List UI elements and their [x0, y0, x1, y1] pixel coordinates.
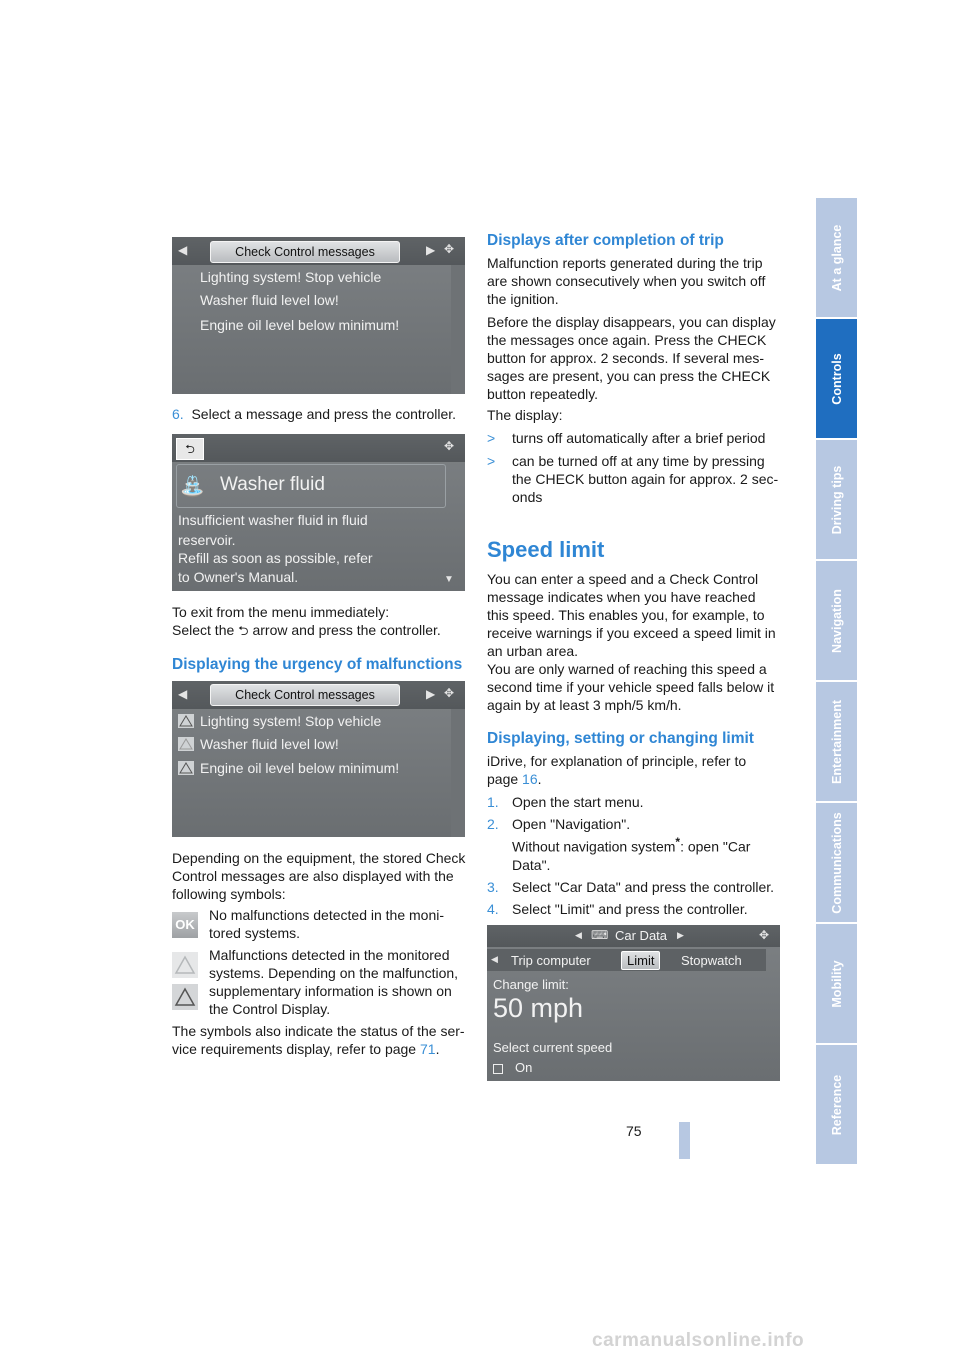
back-arrow-icon: ⮌ [176, 438, 204, 460]
speed-limit-heading: Speed limit [487, 537, 605, 562]
tab-limit[interactable]: Limit [621, 951, 660, 970]
after-trip-p3: The display: [487, 407, 563, 423]
tab-communications[interactable]: Communications [816, 803, 857, 922]
warning-triangle-light-icon [172, 952, 198, 978]
washer-fluid-screen: ⮌ ✥ ⛲ Washer fluid Insufficient washer fluid in fluid reservoir. Refill as soon as possible, refer to Owner's Manual. ▼ [172, 434, 465, 591]
tab-stopwatch[interactable]: Stopwatch [681, 953, 742, 968]
list-item: 4. Select "Limit" and press the controller. [487, 900, 748, 917]
washer-title: Washer fluid [220, 474, 325, 495]
asterisk-mark: * [675, 835, 681, 849]
controller-icon: ✥ [759, 928, 770, 942]
message-line: Washer fluid level low! [200, 292, 339, 308]
car-data-screen [487, 925, 780, 1081]
arrow-left-icon: ◀ [491, 954, 498, 964]
arrow-left-icon: ◀ [178, 687, 188, 701]
message-line: Washer fluid level low! [200, 736, 339, 752]
after-trip-p2: Before the display disappears, you can display the messages once again. Press the CHECK button for approx. 2 seconds. If several mes- sages are present, you can press the CHECK button repeatedly. [487, 314, 776, 402]
list-item: 3. Select "Car Data" and press the controller. [487, 878, 775, 895]
list-item: > turns off automatically after a brief period [487, 430, 766, 446]
speed-limit-p1: You can enter a speed and a Check Control message indicates when you have reached this speed. This enables you, for example, to receive warnings if you exceed a speed limit in an urban area. You are only warned of reaching this speed a second time if your vehicle speed falls below it again by at least 3 mph/5 km/h. [487, 571, 776, 713]
exit-instructions: To exit from the menu immediately: Select the ⮌ arrow and press the controller. [172, 604, 441, 638]
check-control-screen [172, 237, 465, 394]
urgency-outro: The symbols also indicate the status of the ser- vice requirements display, refer to page 71. [172, 1023, 465, 1057]
message-line: Engine oil level below minimum! [200, 760, 400, 776]
controller-icon: ✥ [444, 439, 455, 453]
arrow-right-icon: ▶ [426, 243, 436, 257]
arrow-left-icon: ◀ [575, 930, 582, 940]
message-line: Lighting system! Stop vehicle [200, 269, 382, 285]
screen-header: Check Control messages [210, 241, 400, 263]
car-data-icon: ⌨ [591, 928, 609, 942]
page-number-bar [679, 1122, 690, 1159]
warning-triangle-icon [178, 737, 194, 751]
symbol-ok-description: No malfunctions detected in the moni- tored systems. [209, 907, 445, 941]
message-line: Lighting system! Stop vehicle [200, 713, 382, 729]
setting-intro: iDrive, for explanation of principle, refer to page 16. [487, 753, 747, 787]
car-data-title: Car Data [615, 928, 668, 943]
tab-mobility[interactable]: Mobility [816, 924, 857, 1043]
scroll-down-icon: ▼ [444, 574, 454, 585]
page-number: 75 [626, 1123, 642, 1139]
footer-watermark: carmanualsonline.info [592, 1330, 805, 1351]
controller-icon: ✥ [444, 242, 455, 256]
page-link-16[interactable]: 16 [522, 771, 538, 787]
warning-triangle-dark-icon [172, 984, 198, 1010]
ok-symbol-icon: OK [172, 912, 198, 938]
arrow-right-icon: ▶ [677, 930, 684, 940]
arrow-left-icon: ◀ [178, 243, 188, 257]
warning-triangle-icon [178, 761, 194, 775]
screen-header: Check Control messages [210, 684, 400, 706]
warning-triangle-icon [178, 714, 194, 728]
washer-icon: ⛲ [180, 476, 205, 498]
after-trip-heading: Displays after completion of trip [487, 232, 724, 249]
tab-entertainment[interactable]: Entertainment [816, 682, 857, 801]
arrow-right-icon: ▶ [426, 687, 436, 701]
message-line: Engine oil level below minimum! [200, 317, 400, 333]
change-limit-label: Change limit: [493, 977, 569, 992]
tab-controls[interactable]: Controls [816, 319, 857, 438]
tab-navigation[interactable]: Navigation [816, 561, 857, 680]
list-item: > can be turned off at any time by pressing the CHECK button again for approx. 2 sec- onds [487, 453, 779, 505]
back-arrow-icon: ⮌ [238, 623, 249, 638]
after-trip-p1: Malfunction reports generated during the trip are shown consecutively when you switch off the ignition. [487, 255, 766, 307]
urgency-intro: Depending on the equipment, the stored Check Control messages are also displayed with the following symbols: [172, 850, 466, 902]
symbol-warning-description: Malfunctions detected in the monitored systems. Depending on the malfunction, supplementary information is shown on the Control Display. [209, 947, 459, 1017]
list-item: 1. Open the start menu. [487, 794, 644, 810]
list-item: 2. Open "Navigation". Without navigation system*: open "Car Data". [487, 816, 751, 873]
tab-reference[interactable]: Reference [816, 1045, 857, 1164]
controller-icon: ✥ [444, 686, 455, 700]
limit-value[interactable]: 50 mph [493, 993, 584, 1023]
select-current-speed[interactable]: Select current speed [493, 1040, 613, 1055]
page-link-71[interactable]: 71 [419, 1041, 436, 1057]
tab-trip-computer[interactable]: Trip computer [511, 953, 591, 968]
setting-heading: Displaying, setting or changing limit [487, 730, 754, 747]
urgency-screen [172, 681, 465, 837]
tab-at-a-glance[interactable]: At a glance [816, 198, 857, 317]
setting-steps [487, 793, 787, 918]
display-bullets [487, 429, 787, 506]
step-6: 6. Select a message and press the controller. [172, 406, 457, 422]
tab-driving-tips[interactable]: Driving tips [816, 440, 857, 559]
urgency-heading: Displaying the urgency of malfunctions [172, 656, 463, 673]
on-label: On [515, 1060, 533, 1075]
checkbox-icon[interactable] [493, 1064, 503, 1074]
chapter-tabs [816, 198, 857, 1166]
